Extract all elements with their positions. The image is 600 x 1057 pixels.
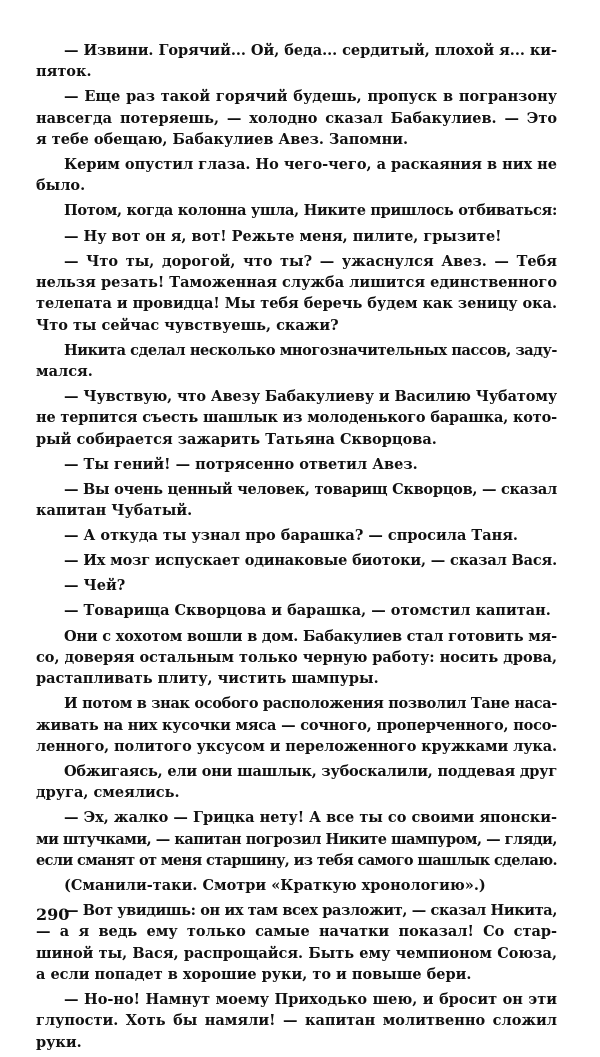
paragraph xyxy=(36,807,557,871)
text-line: руки. xyxy=(36,1033,82,1051)
text-line: — а я ведь ему только самые начатки показал! Со стар- xyxy=(36,923,557,941)
text-line: — Чувствую, что Авезу Бабакулиеву и Василию Чубатому xyxy=(64,388,557,406)
paragraph xyxy=(36,251,557,336)
text-line: — Их мозг испускает одинаковые биотоки, — сказал Вася. xyxy=(64,552,558,570)
text-line: Они с хохотом вошли в дом. Бабакулиев стал готовить мя- xyxy=(64,627,557,645)
text-line: рый собирается зажарить Татьяна Скворцова. xyxy=(36,430,437,448)
paragraph xyxy=(36,200,557,221)
text-line: — Вы очень ценный человек, товарищ Скворцов, — сказал xyxy=(64,480,557,498)
text-line: со, доверяя остальным только черную работу: носить дрова, xyxy=(36,648,558,666)
text-line: если сманят от меня старшину, из тебя самого шашлык сделаю. xyxy=(36,851,557,869)
text-line: мался. xyxy=(36,362,93,380)
text-line: — Но-но! Намнут моему Приходько шею, и бросит он эти xyxy=(64,991,557,1009)
paragraph xyxy=(36,761,557,804)
paragraph xyxy=(36,693,557,757)
text-line: Обжигаясь, ели они шашлык, зубоскалили, поддевая друг xyxy=(64,762,558,780)
text-line: ми штучками, — капитан погрозил Никите шампуром, — гляди, xyxy=(36,830,557,848)
text-line: Никита сделал несколько многозначительных пассов, заду- xyxy=(64,341,557,359)
paragraph xyxy=(36,525,557,546)
text-line: — Вот увидишь: он их там всех разложит, — сказал Никита, xyxy=(64,902,557,920)
text-line: — Чей? xyxy=(64,577,126,595)
text-line: ленного, политого уксусом и переложенного кружками лука. xyxy=(36,737,557,755)
book-page-text xyxy=(36,40,557,1057)
text-line: живать на них кусочки мяса — сочного, проперченного, посо- xyxy=(36,716,557,734)
text-line: шиной ты, Вася, распрощайся. Быть ему чемпионом Союза, xyxy=(36,944,557,962)
text-line: — Ну вот он я, вот! Режьте меня, пилите, грызите! xyxy=(64,227,502,245)
text-line: навсегда потеряешь, — холодно сказал Бабакулиев. — Это xyxy=(36,109,557,127)
text-line: я тебе обещаю, Бабакулиев Авез. Запомни. xyxy=(36,130,409,148)
paragraph xyxy=(36,86,557,150)
paragraph xyxy=(36,875,557,896)
text-line: — Извини. Горячий... Ой, беда... сердитый, плохой я... ки- xyxy=(64,42,558,59)
paragraph xyxy=(36,900,557,985)
text-line: — А откуда ты узнал про барашка? — спросила Таня. xyxy=(64,527,518,545)
paragraph xyxy=(36,454,557,475)
paragraph xyxy=(36,386,557,450)
text-line: Керим опустил глаза. Но чего-чего, а раскаяния в них не xyxy=(64,156,557,174)
text-line: глупости. Хоть бы намяли! — капитан молитвенно сложил xyxy=(36,1012,557,1030)
text-line: растапливать плиту, чистить шампуры. xyxy=(36,670,379,688)
text-line: — Что ты, дорогой, что ты? — ужаснулся Авез. — Тебя xyxy=(64,252,557,270)
text-line: — Ты гений! — потрясенно ответил Авез. xyxy=(64,455,418,473)
text-line: было. xyxy=(36,177,86,195)
text-line: друга, смеялись. xyxy=(36,784,180,802)
paragraph xyxy=(36,550,557,571)
paragraph xyxy=(36,40,557,83)
paragraph xyxy=(36,989,557,1053)
text-line: Что ты сейчас чувствуешь, скажи? xyxy=(36,316,339,334)
paragraph xyxy=(36,626,557,690)
text-line: нельзя резать! Таможенная служба лишится единственного xyxy=(36,273,557,291)
text-line: — Эх, жалко — Грицка нету! А все ты со своими японски- xyxy=(64,809,557,827)
page-number: 290 xyxy=(36,905,70,924)
paragraph xyxy=(36,575,557,596)
text-line: не терпится съесть шашлык из молоденького барашка, кото- xyxy=(36,409,557,427)
paragraph xyxy=(36,479,557,522)
paragraph xyxy=(36,154,557,197)
text-line: пяток. xyxy=(36,63,92,81)
text-line: — Еще раз такой горячий будешь, пропуск в погранзону xyxy=(64,88,557,106)
text-line: а если попадет в хорошие руки, то и повыше бери. xyxy=(36,966,472,984)
text-line: И потом в знак особого расположения позволил Тане наса- xyxy=(64,695,557,713)
text-line: Потом, когда колонна ушла, Никите пришлось отбиваться: xyxy=(64,202,557,220)
paragraph xyxy=(36,340,557,383)
text-line: (Сманили-таки. Смотри «Краткую хронологию».) xyxy=(64,877,486,895)
text-line: капитан Чубатый. xyxy=(36,502,193,520)
paragraph xyxy=(36,226,557,247)
text-line: телепата и провидца! Мы тебя беречь будем как зеницу ока. xyxy=(36,295,558,313)
text-line: — Товарища Скворцова и барашка, — отомстил капитан. xyxy=(64,602,551,620)
paragraph xyxy=(36,600,557,621)
